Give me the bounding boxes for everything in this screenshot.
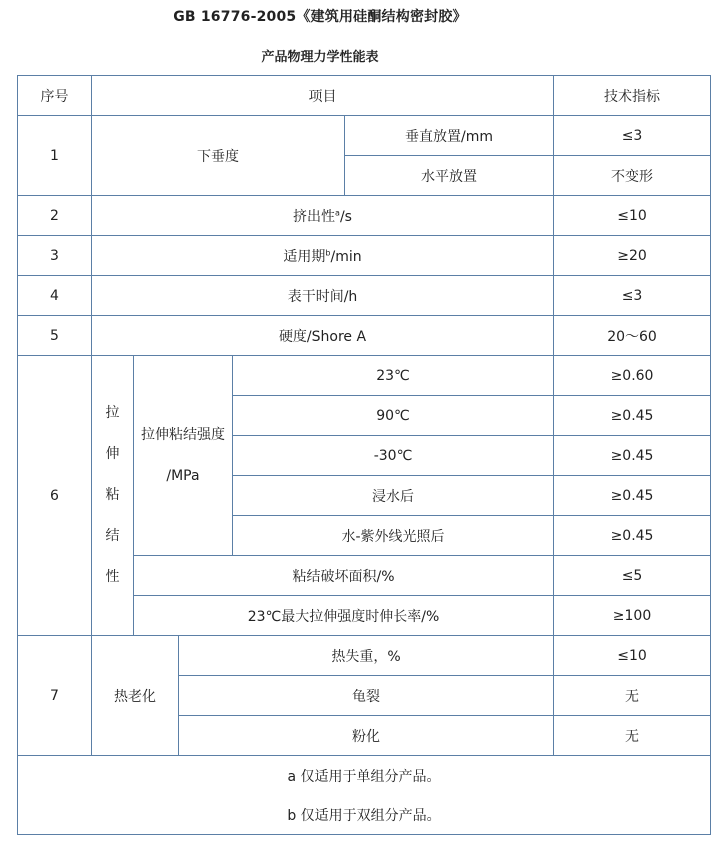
spec-value: ≥0.45 [554, 396, 711, 436]
item-label [92, 196, 554, 236]
condition-label: 90℃ [233, 396, 554, 436]
row-number: 3 [18, 236, 92, 276]
item-label: 23℃最大拉伸强度时伸长率/% [134, 596, 554, 636]
group-char: 粘 [105, 487, 120, 503]
group-char: 伸 [105, 446, 120, 462]
row-number: 1 [18, 116, 92, 196]
item-label: 龟裂 [179, 676, 554, 716]
table-row [18, 116, 711, 156]
footnote-marker: a [335, 207, 340, 217]
footnote-b: b 仅适用于双组分产品。 [18, 795, 711, 835]
row-number: 2 [18, 196, 92, 236]
item-label: 垂直放置/mm [345, 116, 554, 156]
item-label: 粉化 [179, 716, 554, 756]
table-row [18, 636, 711, 676]
sub-group-unit: /MPa [166, 467, 200, 484]
table-caption: 产品物理力学性能表 [261, 50, 379, 65]
item-text: 挤出性 [293, 208, 336, 225]
spec-value: ≤10 [554, 636, 711, 676]
spec-value: ≥0.60 [554, 356, 711, 396]
group-char: 结 [105, 528, 120, 544]
spec-value: ≤5 [554, 556, 711, 596]
spec-value: ≤10 [554, 196, 711, 236]
footnote-row [18, 795, 711, 835]
item-label: 硬度/Shore A [92, 316, 554, 356]
condition-label: 23℃ [233, 356, 554, 396]
sub-group-label [134, 356, 233, 556]
group-label-vertical [92, 356, 134, 636]
group-label: 下垂度 [92, 116, 345, 196]
row-number: 4 [18, 276, 92, 316]
spec-value: 不变形 [554, 156, 711, 196]
item-text: 适用期 [283, 248, 326, 265]
item-unit: /s [339, 208, 352, 225]
row-number: 7 [18, 636, 92, 756]
item-label [92, 236, 554, 276]
item-label: 热失重，% [179, 636, 554, 676]
item-label: 粘结破坏面积/% [134, 556, 554, 596]
row-number: 6 [18, 356, 92, 636]
header-item: 项目 [92, 76, 554, 116]
table-row [18, 196, 711, 236]
table-row [18, 356, 711, 396]
sub-group-name: 拉伸粘结强度 [141, 426, 225, 443]
spec-value: 无 [554, 676, 711, 716]
footnote-marker: b [325, 247, 331, 257]
footnote-a: a 仅适用于单组分产品。 [18, 756, 711, 796]
property-table [17, 75, 711, 835]
group-label: 热老化 [92, 636, 179, 756]
row-number: 5 [18, 316, 92, 356]
item-label: 水平放置 [345, 156, 554, 196]
header-spec: 技术指标 [554, 76, 711, 116]
spec-value: ≥0.45 [554, 516, 711, 556]
group-char: 拉 [105, 405, 120, 421]
group-char: 性 [105, 569, 120, 585]
spec-value: ≥0.45 [554, 476, 711, 516]
document-title: GB 16776-2005《建筑用硅酮结构密封胶》 [173, 9, 467, 25]
table-row [18, 236, 711, 276]
spec-value: ≥100 [554, 596, 711, 636]
condition-label: -30℃ [233, 436, 554, 476]
item-label: 表干时间/h [92, 276, 554, 316]
spec-value: ≥20 [554, 236, 711, 276]
spec-value: ≤3 [554, 116, 711, 156]
item-unit: /min [330, 248, 362, 265]
spec-value: 20～60 [554, 316, 711, 356]
spec-value: ≥0.45 [554, 436, 711, 476]
table-row [18, 276, 711, 316]
footnote-row [18, 756, 711, 796]
table-row [18, 316, 711, 356]
header-row [18, 76, 711, 116]
header-no: 序号 [18, 76, 92, 116]
spec-value: ≤3 [554, 276, 711, 316]
spec-value: 无 [554, 716, 711, 756]
condition-label: 水-紫外线光照后 [233, 516, 554, 556]
condition-label: 浸水后 [233, 476, 554, 516]
